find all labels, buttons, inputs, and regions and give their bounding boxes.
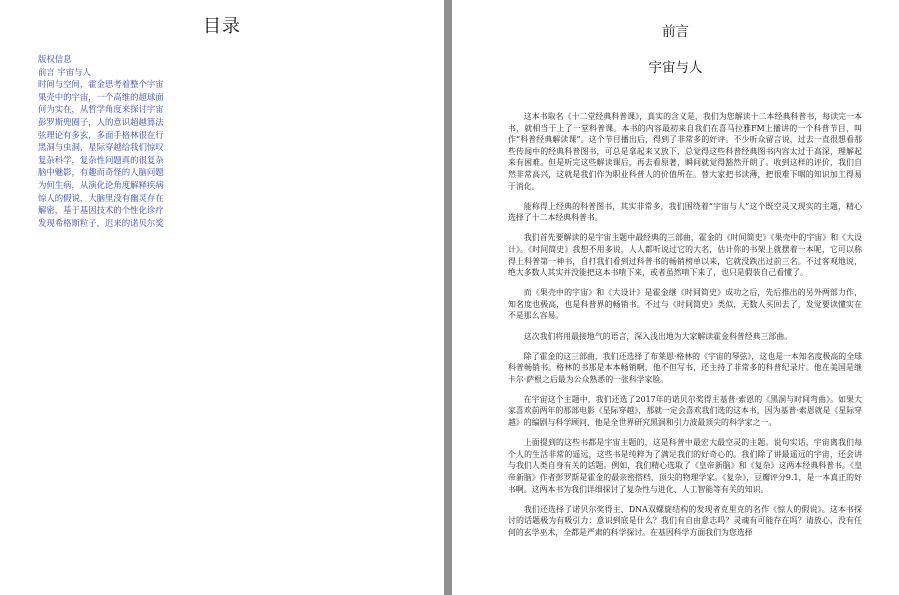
paragraph: 在宇宙这个主题中，我们还选了2017年的诺贝尔奖得主基普·索恩的《黑洞与时间弯曲》。如果大家喜欢前两年的那部电影《星际穿越》，那就一定会喜欢我们选的这本书，因为基普·索恩就是《星际穿越》的编剧与科学顾问，他是全世界研究黑洞和引力波最顶尖的科学家之一。 [508, 394, 862, 428]
toc-item-6[interactable]: 黑洞与虫洞，星际穿越给我们惊叹 [38, 142, 164, 153]
toc-item-11[interactable]: 解密，基于基因技术的个性化诊疗 [38, 205, 164, 216]
toc-item-3[interactable]: 何为实在，从哲学角度来探讨宇宙 [38, 104, 164, 115]
toc-item-copyright[interactable]: 版权信息 [38, 54, 72, 64]
toc-item-1[interactable]: 时间与空间，霍金思考着整个宇宙 [38, 79, 164, 90]
paragraph: 上面提到的这些书都是宇宙主题的，这是科普中最宏大最空灵的主题。说句实话，宇宙离我们每个人的生活非常的遥远，这些书是纯粹为了满足我们的好奇心的。我们除了讲最遥远的宇宙，还会讲与我们人类自身有关的话题。例如，我们精心选取了《皇帝新脑》和《复杂》这两本经典科普书。《皇帝新脑》作者彭罗斯是霍金的最亲密搭档，顶尖的物理学家。《复杂》，豆瓣评分9.1，是一本真正的好书啊。这两本书为我们详细探讨了复杂性与进化、人工智能等有关的知识。 [508, 438, 862, 494]
paragraph: 我们首先要解读的是宇宙主题中最经典的三部曲，霍金的《时间简史》《果壳中的宇宙》和《大设计》。《时间简史》我想不用多说，人人都听说过它的大名，估计你的书架上就摆着一本呢，它可以称得上科普第一神书，自打我们看到过科普书的畅销榜单以来，它就没跌出过前三名。不过客观地说，绝大多数人其实并没能把这本书啃下来，或者虽然啃下来了，也只是假装自己看懂了。 [508, 233, 862, 278]
paragraph: 除了霍金的这三部曲，我们还选择了布莱恩·格林的《宇宙的琴弦》，这也是一本知名度极高的全球科普畅销书。格林的书那是本本畅销啊，他不但写书，还主持了非常多的科普纪录片。他在美国是继卡尔·萨根之后最为公众熟悉的一张科学家脸。 [508, 351, 862, 384]
toc-page [0, 0, 444, 595]
paragraph: 这本书取名《十二堂经典科普课》，真实的含义是，我们为您解读十二本经典科普书，每读完一本书，就相当于上了一堂科普课。本书的内容最初来自我们在喜马拉雅FM上播讲的一个科普节目，叫作“科普经典解读课”。这个节目播出后，得到了非常多的好评。不少听众留言说，过去一直很想看那些传闻中的经典科普图书，可总是拿起来又放下，总觉得这些科普经典图书内容太过于高深，理解起来有困难。但是听完这些解读课后，再去看原著，瞬间就觉得豁然开朗了。收到这样的评价，我们自然非常高兴，这就是我们作为职业科普人的价值所在。替大家把书读薄，把很难下咽的知识加工得易于消化。 [508, 112, 862, 191]
toc-item-2[interactable]: 果壳中的宇宙，一个高维的超球面 [38, 91, 164, 102]
chapter-heading: 前言 [662, 24, 689, 40]
toc-item-5[interactable]: 弦理论有多玄，多面手格林很在行 [38, 129, 164, 140]
toc-item-preface[interactable]: 前言 宇宙与人 [38, 66, 91, 77]
toc-list [38, 53, 180, 229]
paragraph: 能称得上经典的科普图书，其实非常多，我们围绕着“宇宙与人”这个既空灵又现实的主题，精心选择了十二本经典科普书。 [508, 201, 862, 223]
toc-item-9[interactable]: 为何生病，从演化论角度解释疾病 [38, 179, 164, 190]
body-text [508, 111, 862, 547]
page-divider[interactable] [444, 0, 452, 595]
content-page [452, 0, 899, 595]
toc-title: 目录 [203, 16, 241, 37]
paragraph: 这次我们将用最接地气的语言，深入浅出地为大家解读霍金科普经典三部曲。 [523, 331, 793, 341]
toc-item-10[interactable]: 惊人的假说，大脑里没有幽灵存在 [38, 192, 164, 203]
chapter-subheading: 宇宙与人 [648, 60, 703, 76]
toc-item-12[interactable]: 发现希格斯粒子，迟来的诺贝尔奖 [38, 217, 164, 228]
paragraph: 而《果壳中的宇宙》和《大设计》是霍金继《时间简史》成功之后，先后推出的另外两部力作，知名度也极高，也是科普界的畅销书。不过与《时间简史》类似，无数人买回去了，发觉要读懂实在不是那么容易。 [508, 288, 862, 321]
toc-item-4[interactable]: 彭罗斯兜圈子，人的意识超越算法 [38, 116, 164, 127]
toc-item-8[interactable]: 脑中魅影，有趣而奇怪的人脑问题 [38, 167, 164, 178]
paragraph: 我们还选择了诺贝尔奖得主、DNA双螺旋结构的发现者克里克的名作《惊人的假说》。这本书探讨的话题极为有吸引力：意识到底是什么？我们有自由意志吗？灵魂有可能存在吗？请放心，没有任何的玄学巫术，全都是严肃的科学探讨。在基因科学方面我们为您选择 [508, 504, 862, 537]
toc-item-7[interactable]: 复杂科学，复杂性问题真的很复杂 [38, 154, 164, 165]
